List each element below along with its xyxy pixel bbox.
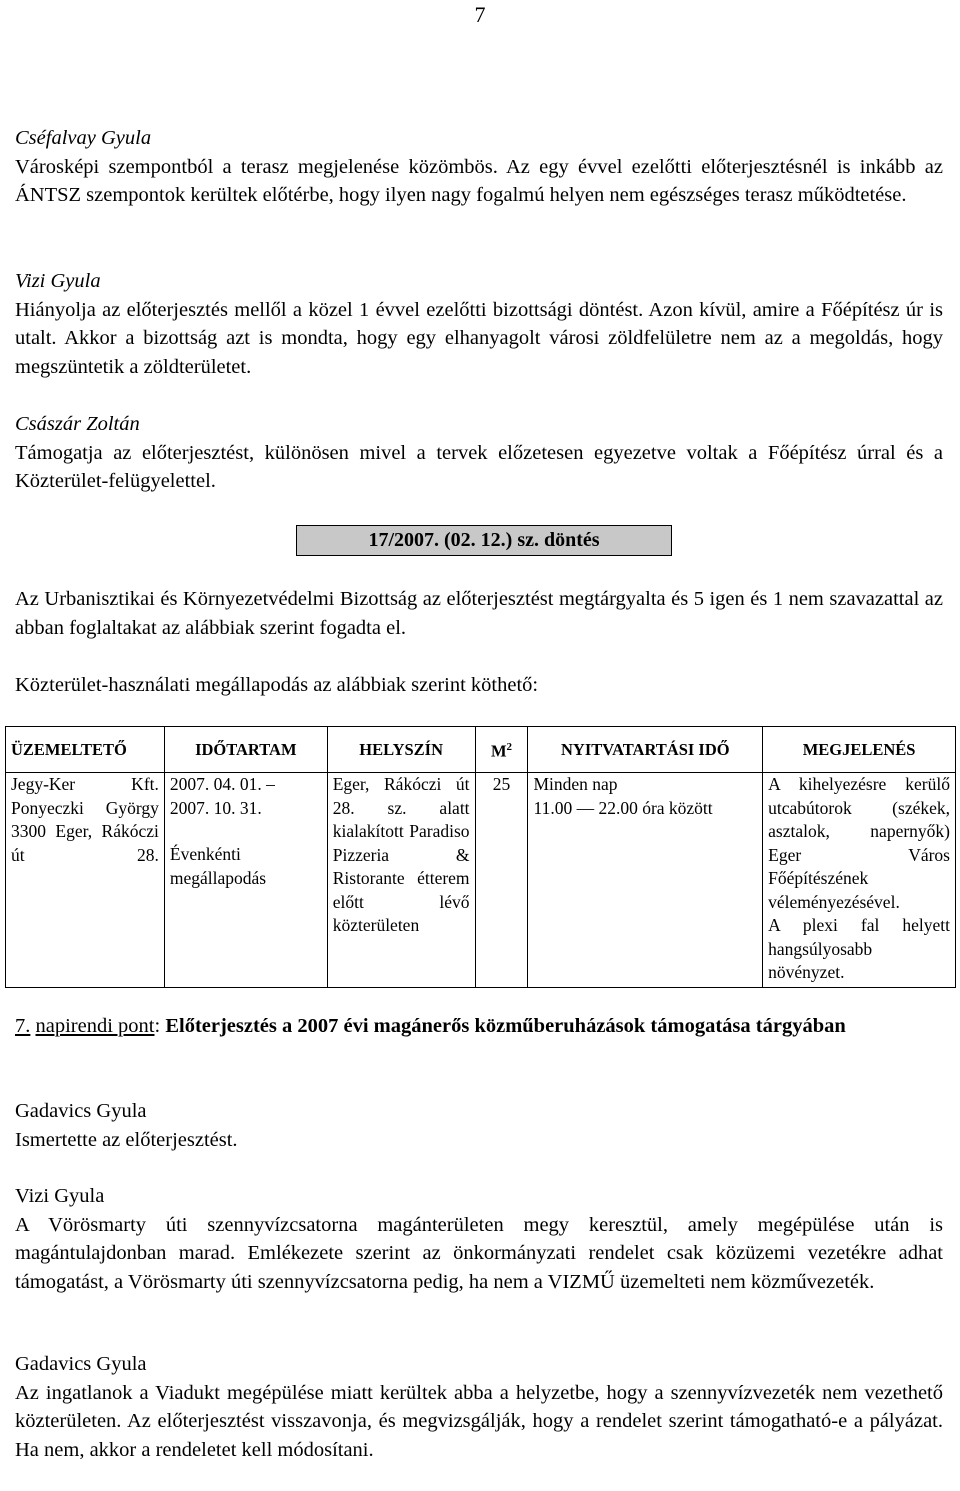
agenda-item [15, 1012, 945, 1041]
speaker-name: Császár Zoltán [15, 413, 140, 435]
header-appearance: MEGJELENÉS [763, 727, 956, 773]
header-hours: NYITVATARTÁSI IDŐ [528, 727, 763, 773]
agenda-label: napirendi pont [35, 1015, 155, 1037]
table-header-row [6, 727, 956, 773]
decision-text: Az Urbanisztikai és Környezetvédelmi Bizottság az előterjesztést megtárgyalta és 5 igen és 1 nem szavazattal az abban foglaltakat az alábbiak szerint fogadta el. [15, 588, 943, 639]
cell-area: 25 [475, 773, 528, 988]
header-location: HELYSZÍN [327, 727, 475, 773]
statement-gadavics-1 [15, 1097, 943, 1154]
header-area-unit: M [490, 741, 507, 761]
statement-text: A Vörösmarty úti szennyvízcsatorna magánterületen megy keresztül, amely megépülése után is magántulajdonban marad. Emlékezete szerint az önkormányzati rendelet csak közüzemi vezetékre adhat támogatást, a Vörösmarty úti szennyvízcsatorna pedig, ha nem a VIZMŰ üzemelteti nem közművezeték. [15, 1213, 943, 1293]
table-row [6, 773, 956, 988]
statement-vizi-2 [15, 1182, 943, 1296]
agenda-title: Előterjesztés a 2007 évi magánerős közműberuházások támogatása tárgyában [165, 1015, 846, 1037]
agenda-number: 7. [15, 1015, 31, 1037]
header-operator: ÜZEMELTETŐ [6, 727, 165, 773]
agenda-heading [15, 1012, 165, 1041]
hours-time: 11.00 — 22.00 óra között [533, 797, 713, 818]
appearance-text-2: A plexi fal helyett hangsúlyosabb növényzet. [768, 915, 950, 982]
period-note: Évenkénti megállapodás [169, 844, 267, 888]
period-end: 2007. 10. 31. [169, 797, 262, 818]
statement-text: Támogatja az előterjesztést, különösen mivel a tervek előzetesen egyezetve voltak a Főépítész úrral és a Közterület-felügyelettel. [15, 441, 943, 492]
cell-location: Eger, Rákóczi út 28. sz. alatt kialakított Paradiso Pizzeria & Ristorante étterem előtt lévő közterületen [327, 773, 475, 988]
cell-appearance [763, 773, 956, 988]
cell-operator: Jegy-Ker Kft. Ponyeczki György 3300 Eger, Rákóczi út 28. [6, 773, 165, 988]
statement-text: Városképi szempontból a terasz megjelenése közömbös. Az egy évvel ezelőtti előterjesztésnél is inkább az ÁNTSZ szempontok kerültek előtérbe, hogy ilyen nagy fogalmú helyen nem egészséges terasz működtetése. [15, 155, 943, 206]
hours-days: Minden nap [533, 774, 618, 794]
speaker-name: Gadavics Gyula [15, 1353, 147, 1375]
agreement-table [5, 726, 956, 988]
statement-text: Hiányolja az előterjesztés mellől a közel 1 évvel ezelőtti bizottsági döntést. Azon kívül, amire a Főépítész úr is utalt. Akkor a bizottság azt is mondta, hogy egy elhanyagolt városi zöldfelületre nem az a megoldás, hogy megszüntetik a zöldterületet. [15, 298, 943, 378]
statement-text: Ismertette az előterjesztést. [15, 1128, 238, 1151]
agenda-colon: : [154, 1015, 161, 1037]
statement-vizi [15, 267, 943, 381]
agreement-intro: Közterület-használati megállapodás az alábbiak szerint köthető: [15, 674, 539, 696]
speaker-name: Vizi Gyula [15, 270, 101, 292]
speaker-name: Gadavics Gyula [15, 1100, 147, 1122]
speaker-name: Vizi Gyula [15, 1185, 105, 1207]
statement-gadavics-2 [15, 1350, 943, 1464]
statement-text: Az ingatlanok a Viadukt megépülése miatt kerültek abba a helyzetbe, hogy a szennyvízvezeték nem vezethető közterületen. Az előterjesztést visszavonja, és megvizsgálják, hogy a rendelet szerint támogatható-e a pályázat. Ha nem, akkor a rendeletet kell módosítani. [15, 1381, 943, 1461]
statement-csefalvay [15, 124, 943, 210]
cell-hours [528, 773, 763, 988]
cell-period [164, 773, 327, 988]
decision-label: 17/2007. (02. 12.) sz. döntés [296, 525, 672, 556]
header-period: IDŐTARTAM [164, 727, 327, 773]
page-number: 7 [474, 2, 486, 27]
header-area [475, 727, 528, 773]
appearance-text-1: A kihelyezésre kerülő utcabútorok (székek, asztalok, napernyők) Eger Város Főépítészének véleményezésével. [768, 774, 950, 912]
speaker-name: Cséfalvay Gyula [15, 127, 152, 149]
period-start: 2007. 04. 01. – [169, 774, 275, 794]
statement-csaszar [15, 410, 943, 496]
header-area-sup: 2 [506, 741, 513, 754]
